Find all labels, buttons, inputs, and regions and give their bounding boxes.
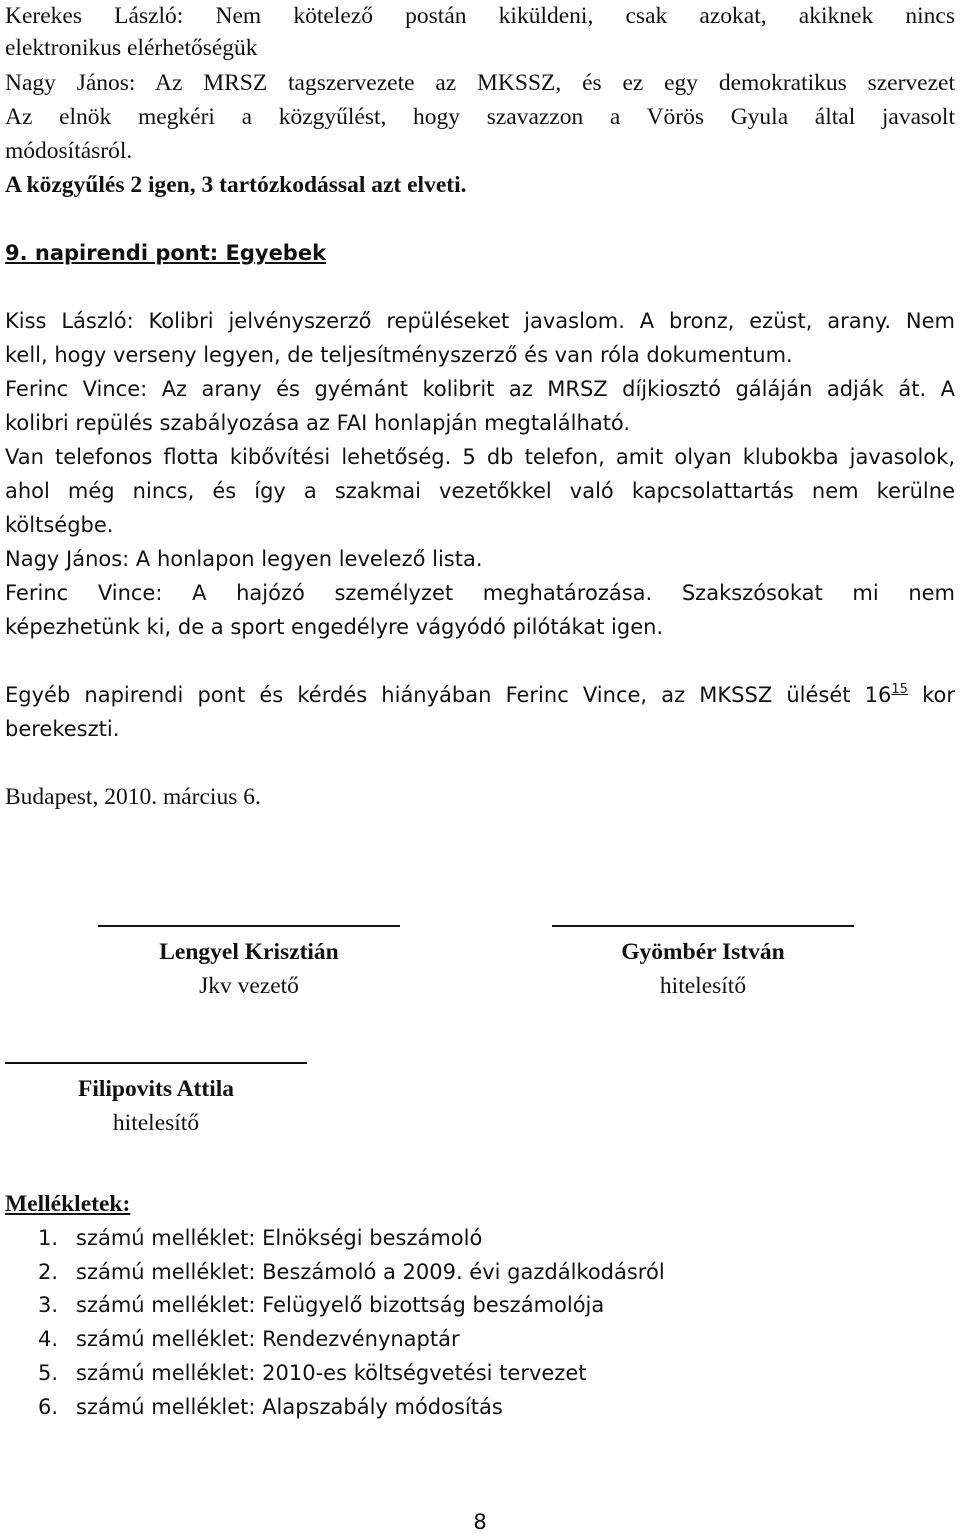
list-item bbox=[38, 1256, 665, 1290]
signatory-name: Filipovits Attila bbox=[77, 1076, 235, 1102]
closing-text: Egyéb napirendi pont és kérdés hiányában Ferinc Vince, az MKSSZ ülését 16 bbox=[5, 683, 892, 707]
annex-label: számú melléklet: Beszámoló a 2009. évi gazdálkodásról bbox=[76, 1259, 665, 1284]
body-line: Nagy János: A honlapon legyen levelező lista. bbox=[5, 547, 483, 571]
annex-number: 5. bbox=[38, 1360, 59, 1385]
list-item bbox=[38, 1357, 665, 1391]
annex-number: 2. bbox=[38, 1259, 59, 1284]
closing-time-minutes: 15 bbox=[891, 682, 908, 697]
body-line: képezhetünk ki, de a sport engedélyre vágyódó pilótákat igen. bbox=[5, 615, 664, 639]
annex-number: 1. bbox=[38, 1226, 59, 1250]
list-item bbox=[38, 1391, 665, 1425]
body-line: Ferinc Vince: Az arany és gyémánt kolibrit az MRSZ díjkiosztó gáláján adják át. A bbox=[5, 377, 955, 401]
signature-line bbox=[98, 925, 400, 927]
body-line: kell, hogy verseny legyen, de teljesítményszerző és van róla dokumentum. bbox=[5, 343, 793, 367]
decision-line: A közgyűlés 2 igen, 3 tartózkodással azt elveti. bbox=[5, 172, 467, 198]
signature-block bbox=[552, 925, 854, 1003]
annex-label: számú melléklet: Elnökségi beszámoló bbox=[76, 1226, 483, 1250]
page-number: 8 bbox=[473, 1510, 487, 1534]
signature-line bbox=[552, 925, 854, 927]
closing-line bbox=[5, 679, 955, 711]
section-heading: 9. napirendi pont: Egyebek bbox=[5, 241, 327, 265]
closing-suffix: kor bbox=[922, 683, 955, 707]
list-item bbox=[38, 1289, 665, 1323]
signatory-role: Jkv vezető bbox=[199, 973, 299, 999]
place-date: Budapest, 2010. március 6. bbox=[5, 784, 261, 810]
text-line: Kerekes László: Nem kötelező postán kiküldeni, csak azokat, akiknek nincs bbox=[5, 3, 955, 29]
body-line: Ferinc Vince: A hajózó személyzet meghatározása. Szakszósokat mi nem bbox=[5, 581, 955, 605]
body-line: Van telefonos flotta kibővítési lehetőség. 5 db telefon, amit olyan klubokba javasolok, bbox=[5, 445, 955, 469]
list-item bbox=[38, 1323, 665, 1357]
signature-block bbox=[98, 925, 400, 1003]
body-line: költségbe. bbox=[5, 513, 114, 537]
signatory-name: Gyömbér István bbox=[621, 939, 785, 965]
body-line: ahol még nincs, és így a szakmai vezetőkkel való kapcsolattartás nem kerülne bbox=[5, 479, 955, 503]
text-line: elektronikus elérhetőségük bbox=[5, 35, 258, 61]
text-line: módosításról. bbox=[5, 138, 133, 164]
annex-label: számú melléklet: Alapszabály módosítás bbox=[76, 1394, 503, 1419]
signatory-role: hitelesítő bbox=[112, 1110, 200, 1136]
signature-line bbox=[5, 1062, 307, 1064]
closing-line: berekeszti. bbox=[5, 717, 120, 741]
list-item bbox=[38, 1222, 665, 1256]
annex-label: számú melléklet: Felügyelő bizottság beszámolója bbox=[76, 1293, 605, 1318]
annex-list bbox=[38, 1222, 665, 1424]
signatory-role: hitelesítő bbox=[659, 973, 747, 999]
text-line: Az elnök megkéri a közgyűlést, hogy szavazzon a Vörös Gyula által javasolt bbox=[5, 104, 955, 130]
signatory-name: Lengyel Krisztián bbox=[159, 939, 339, 965]
annex-number: 3. bbox=[38, 1293, 59, 1318]
annex-number: 4. bbox=[38, 1327, 59, 1352]
annex-number: 6. bbox=[38, 1394, 59, 1419]
text-line: Nagy János: Az MRSZ tagszervezete az MKSSZ, és ez egy demokratikus szervezet bbox=[5, 70, 955, 96]
annex-label: számú melléklet: 2010-es költségvetési tervezet bbox=[76, 1360, 587, 1385]
annex-heading: Mellékletek: bbox=[5, 1191, 131, 1217]
annex-label: számú melléklet: Rendezvénynaptár bbox=[76, 1327, 460, 1352]
signature-block bbox=[5, 1062, 307, 1140]
body-line: kolibri repülés szabályozása az FAI honlapján megtalálható. bbox=[5, 411, 631, 435]
body-line: Kiss László: Kolibri jelvényszerző repüléseket javaslom. A bronz, ezüst, arany. Nem bbox=[5, 309, 955, 333]
